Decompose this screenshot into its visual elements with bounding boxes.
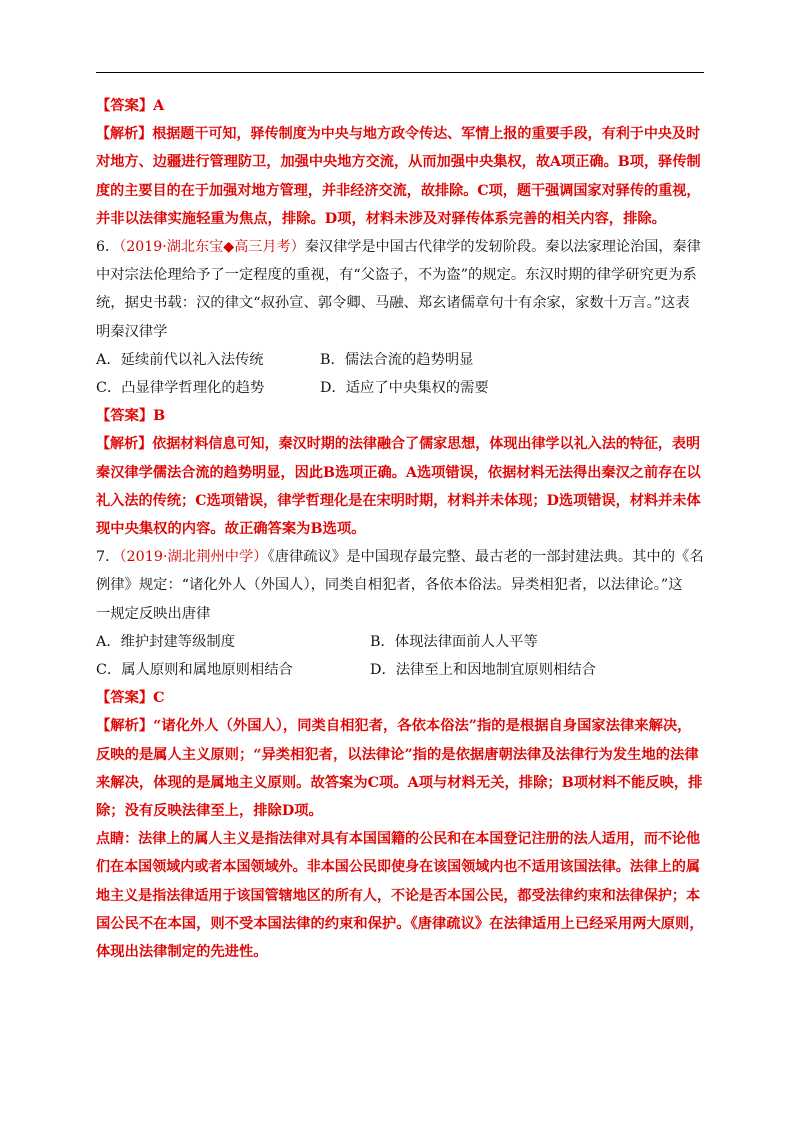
options-row [96, 656, 704, 684]
option-d: D．适应了中央集权的需要 [320, 380, 489, 397]
answer-5: 【答案】A [96, 98, 165, 114]
header-rule [96, 72, 704, 73]
question-7 [96, 543, 704, 966]
analysis-line: 来解决，体现的是属地主义原则。故答案为C项。A项与材料无关，排除；B项材料不能反映，排 [96, 774, 703, 791]
question-stem-line: 一规定反映出唐律 [96, 605, 211, 622]
option-c: C．属人原则和属地原则相结合 [96, 662, 293, 679]
question-stem-line: 统，据史书载：汉的律文“叔孙宣、郭令卿、马融、郑玄诸儒章句十有余家，家数十万言。”这表 [96, 295, 690, 312]
question-stem-first-line [96, 543, 704, 571]
tips-line: 国公民不在本国，则不受本国法律的约束和保护。《唐律疏议》在法律适用上已经采用两大原则， [96, 915, 704, 932]
analysis-line: 对地方、边疆进行管理防卫，加强中央地方交流，从而加强中央集权，故A项正确。B项，驿传制 [96, 154, 701, 171]
question-stem-first-line [96, 233, 704, 261]
tips-line: 点睛：法律上的属人主义是指法律对具有本国国籍的公民和在本国登记注册的法人适用，而不论他 [96, 831, 701, 848]
options-row [96, 346, 704, 374]
answer-6: 【答案】B [96, 408, 166, 425]
question-stem-line: 例律》规定：“诸化外人（外国人），同类自相犯者，各依本俗法。异类相犯者，以法律论。”这 [96, 577, 683, 594]
question-stem-line: 明秦汉律学 [96, 323, 168, 340]
options-row [96, 374, 704, 402]
tips-line: 们在本国领域内或者本国领域外。非本国公民即使身在该国领域内也不适用该国法律。法律上的属 [96, 859, 701, 876]
analysis-line: 度的主要目的在于加强对地方管理，并非经济交流，故排除。C项，题干强调国家对驿传的重视， [96, 182, 701, 199]
option-a: A．延续前代以礼入法传统 [96, 351, 264, 368]
question-number: 7． [96, 549, 120, 566]
answer-7: 【答案】C [96, 690, 165, 707]
option-d: D．法律至上和因地制宜原则相结合 [370, 662, 596, 679]
analysis-line: 现中央集权的内容。故正确答案为B选项。 [96, 521, 366, 538]
option-c: C．凸显律学哲理化的趋势 [96, 380, 265, 397]
tips-line: 地主义是指法律适用于该国管辖地区的所有人，不论是否本国公民，都受法律约束和法律保护；本 [96, 887, 701, 904]
analysis-line: 并非以法律实施轻重为焦点，排除。D项，材料未涉及对驿传体系完善的相关内容，排除。 [96, 210, 666, 227]
analysis-5 [96, 120, 704, 233]
question-6 [96, 233, 704, 543]
tips-line: 体现出法律制定的先进性。 [96, 944, 268, 961]
question-stem: 《唐律疏议》是中国现存最完整、最古老的一部封建法典。其中的《名 [267, 549, 704, 566]
question-source: （2019·湖北荆州中学） [119, 549, 268, 566]
analysis-line: 礼入法的传统；C选项错误，律学哲理化是在宋明时期，材料并未体现；D选项错误，材料并未体 [96, 492, 701, 509]
analysis-line: 【解析】根据题干可知，驿传制度为中央与地方政令传达、军情上报的重要手段，有利于中央及时 [96, 126, 701, 143]
option-b: B．儒法合流的趋势明显 [320, 351, 474, 368]
analysis-line: 【解析】“诸化外人（外国人），同类自相犯者，各依本俗法”指的是根据自身国家法律来解决， [96, 718, 692, 735]
analysis-line: 秦汉律学儒法合流的趋势明显，因此B选项正确。A选项错误，依据材料无法得出秦汉之前存在以 [96, 464, 701, 481]
question-stem-line: 中对宗法伦理给予了一定程度的重视，有“父盗子，不为盗”的规定。东汉时期的律学研究更为系 [96, 267, 697, 284]
option-b: B．体现法律面前人人平等 [370, 633, 538, 650]
analysis-line: 反映的是属人主义原则；“异类相犯者，以法律论”指的是依据唐朝法律及法律行为发生地的法律 [96, 746, 699, 763]
question-stem: 秦汉律学是中国古代律学的发轫阶段。秦以法家理论治国，秦律 [304, 239, 701, 256]
tips-7 [96, 825, 704, 966]
analysis-line: 除；没有反映法律至上，排除D项。 [96, 803, 323, 820]
page-content [96, 92, 704, 966]
option-a: A．维护封建等级制度 [96, 633, 235, 650]
analysis-line: 【解析】依据材料信息可知，秦汉时期的法律融合了儒家思想，体现出律学以礼入法的特征，表明 [96, 436, 701, 453]
question-source: （2019·湖北东宝◆高三月考） [119, 239, 305, 256]
question-number: 6． [96, 239, 120, 256]
options-row [96, 628, 704, 656]
